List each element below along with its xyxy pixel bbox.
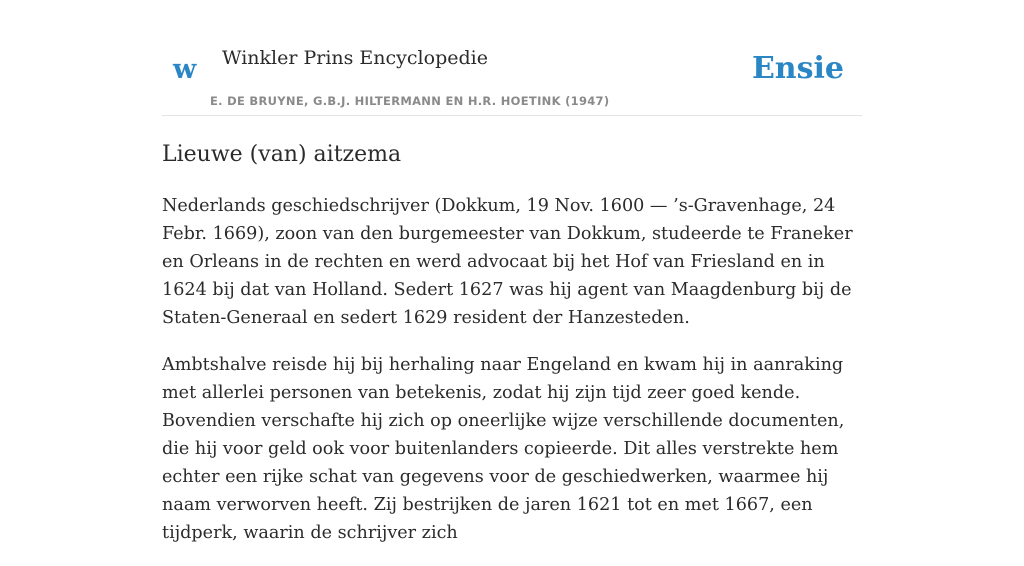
ensie-brand-link[interactable]: Ensie [751,51,844,86]
site-authors: E. DE BRUYNE, G.B.J. HILTERMANN EN H.R. HOETINK (1947) [210,94,610,108]
article-paragraph: Ambtshalve reisde hij bij herhaling naar Engeland en kwam hij in aanraking met allerlei personen van betekenis, zodat hij zijn tijd zeer goed kende. Bovendien verschafte hij zich op oneerlijke wijze verschillende documenten, die hij voor geld ook voor buitenlanders copieerde. Dit alles verstrekte hem echter een rijke schat van gegevens voor de geschiedwerken, waarmee hij naam verworven heeft. Zij bestrijken de jaren 1621 tot en met 1667, een tijdperk, waarin de schrijver zich [162,355,845,543]
article-body [162,192,862,566]
site-header [162,0,862,116]
site-title[interactable]: Winkler Prins Encyclopedie [222,47,488,69]
article-title: Lieuwe (van) aitzema [162,142,402,167]
page [162,0,862,543]
article-paragraph: Nederlands geschiedschrijver (Dokkum, 19 Nov. 1600 — ’s-Gravenhage, 24 Febr. 1669), zoon van den burgemeester van Dokkum, studeerde te Franeker en Orleans in de rechten en werd advocaat bij het Hof van Friesland en in 1624 bij dat van Holland. Sedert 1627 was hij agent van Maagdenburg bij de Staten-Generaal en sedert 1629 resident der Hanzesteden. [162,196,853,328]
winkler-prins-logo[interactable]: w [173,54,197,85]
